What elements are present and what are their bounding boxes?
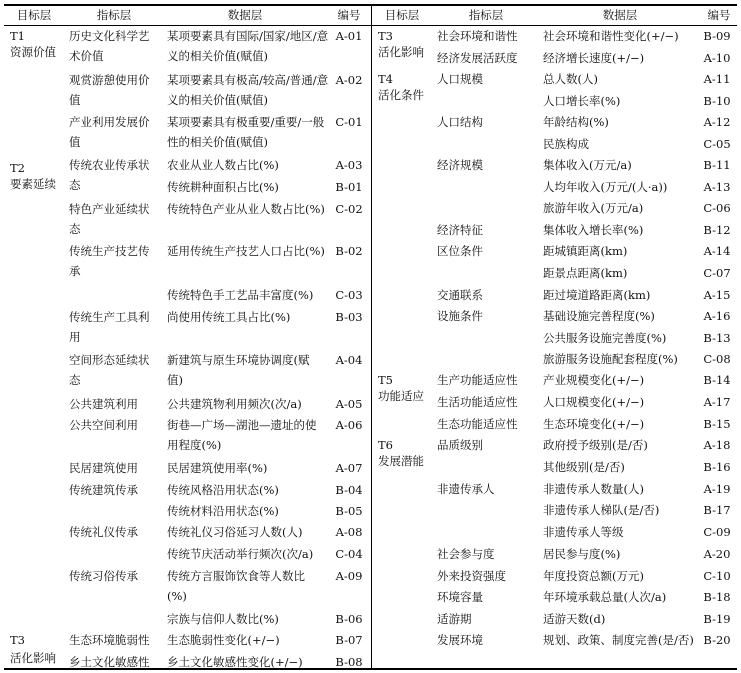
indicator: 区位条件	[437, 244, 483, 258]
indicator: 适游期	[437, 612, 472, 626]
goal-id: T4	[378, 72, 393, 86]
data-item: 基础设施完善程度(%)	[543, 309, 655, 323]
header-goal-right: 目标层	[384, 8, 420, 22]
code: B-15	[703, 417, 731, 431]
data-item: 政府授予级别(是/否)	[543, 438, 648, 452]
code: A-14	[703, 244, 731, 258]
code: A-10	[703, 51, 731, 65]
code: C-03	[335, 288, 363, 302]
data-item: 新建筑与原生环境协调度(赋值)	[167, 353, 310, 387]
goal-id: T1	[10, 29, 25, 43]
code: C-01	[335, 115, 363, 129]
data-item: 总人数(人)	[543, 72, 598, 86]
code: A-01	[335, 29, 363, 43]
data-item: 民居建筑使用率(%)	[167, 461, 268, 475]
indicator: 非遗传承人	[437, 482, 495, 496]
goal-name: 发展潜能	[378, 454, 424, 468]
code: C-09	[703, 525, 731, 539]
indicator: 传统礼仪传承	[69, 525, 138, 539]
code: C-02	[335, 202, 363, 216]
data-item: 传统耕种面积占比(%)	[167, 180, 279, 194]
indicator: 环境容量	[437, 590, 483, 604]
data-item: 公共服务设施完善度(%)	[543, 331, 667, 345]
indicator: 生产功能适应性	[437, 373, 518, 387]
goal-name: 功能适应	[378, 389, 424, 403]
indicator: 传统农业传承状态	[69, 158, 150, 192]
data-item: 传统特色产业从业人数占比(%)	[167, 202, 325, 216]
data-item: 传统方言服饰饮食等人数比(%)	[167, 569, 305, 603]
data-item: 距城镇距离(km)	[543, 244, 628, 258]
data-item: 街巷—广场—湖池—遗址的使用程度(%)	[167, 418, 317, 452]
data-item: 某项要素具有国际/国家/地区/意义的相关价值(赋值)	[167, 29, 329, 63]
data-item: 距景点距离(km)	[543, 266, 628, 280]
indicator: 特色产业延续状态	[69, 202, 150, 236]
code: B-02	[335, 244, 363, 258]
goal-id: T6	[378, 438, 393, 452]
goal-id: T2	[10, 161, 25, 175]
code: A-05	[335, 397, 363, 411]
code: C-06	[703, 201, 731, 215]
goal-name: 活化影响	[378, 45, 424, 59]
code: B-16	[703, 460, 731, 474]
code: B-01	[335, 180, 363, 194]
data-item: 延用传统生产技艺人口占比(%)	[167, 244, 325, 258]
indicator: 传统建筑传承	[69, 483, 138, 497]
data-item: 距过境道路距离(km)	[543, 288, 651, 302]
code: A-04	[335, 353, 363, 367]
goal-id: T5	[378, 373, 393, 387]
data-item: 乡土文化敏感性变化(+/−)	[167, 655, 303, 669]
goal-id: T3	[10, 633, 25, 647]
header-indicator-left: 指标层	[96, 8, 132, 22]
data-item: 传统节庆活动举行频次(次/a)	[167, 547, 314, 561]
data-item: 其他级别(是/否)	[543, 460, 625, 474]
goal-name: 活化条件	[378, 88, 424, 102]
indicator: 传统生产工具利用	[69, 310, 150, 344]
indicator: 生态功能适应性	[437, 417, 518, 431]
code: C-07	[703, 266, 731, 280]
indicator: 经济特征	[437, 223, 483, 237]
code: A-20	[703, 547, 731, 561]
indicator: 空间形态延续状态	[69, 353, 150, 387]
code: B-11	[703, 158, 731, 172]
data-item: 社会环境和谐性变化(+/−)	[543, 29, 679, 43]
data-item: 尚使用传统工具占比(%)	[167, 310, 291, 324]
data-item: 农业从业人数占比(%)	[167, 158, 279, 172]
indicator: 外来投资强度	[437, 569, 506, 583]
code: B-04	[335, 483, 363, 497]
code: B-12	[703, 223, 731, 237]
data-item: 公共建筑物利用频次(次/a)	[167, 397, 302, 411]
data-item: 适游天数(d)	[543, 612, 606, 626]
code: A-13	[703, 180, 731, 194]
indicator: 发展环境	[437, 633, 483, 647]
data-item: 经济增长速度(+/−)	[543, 51, 645, 65]
code: B-20	[703, 633, 731, 647]
goal-name: 活化影响	[10, 651, 56, 665]
indicator: 传统习俗传承	[69, 569, 138, 583]
code: B-08	[335, 655, 363, 669]
header-data-right: 数据层	[602, 8, 638, 22]
code: B-03	[335, 310, 363, 324]
data-item: 人口规模变化(+/−)	[543, 395, 645, 409]
indicator: 人口结构	[437, 115, 483, 129]
data-item: 传统特色手工艺品丰富度(%)	[167, 288, 314, 302]
indicator: 经济规模	[437, 158, 483, 172]
data-item: 非遗传承人数量(人)	[543, 482, 644, 496]
code: B-10	[703, 94, 731, 108]
header-data-left: 数据层	[227, 8, 263, 22]
code: B-13	[703, 331, 731, 345]
code: A-15	[703, 288, 731, 302]
indicator: 社会环境和谐性	[437, 29, 518, 43]
data-item: 人均年收入(万元/(人·a))	[543, 180, 668, 194]
data-item: 传统材料沿用状态(%)	[167, 504, 279, 518]
data-item: 旅游服务设施配套程度(%)	[543, 352, 678, 366]
indicator: 社会参与度	[437, 547, 495, 561]
data-item: 集体收入(万元/a)	[543, 158, 632, 172]
indicator: 品质级别	[437, 438, 483, 452]
code: C-10	[703, 569, 731, 583]
code: A-09	[335, 569, 363, 583]
data-item: 居民参与度(%)	[543, 547, 621, 561]
code: A-17	[703, 395, 731, 409]
data-item: 民族构成	[543, 137, 589, 151]
data-item: 旅游年收入(万元/a)	[543, 201, 644, 215]
code: B-06	[335, 612, 363, 626]
indicator: 乡土文化敏感性	[69, 655, 150, 669]
code: B-09	[703, 29, 731, 43]
indicator: 历史文化科学艺术价值	[69, 29, 150, 63]
code: A-02	[335, 73, 363, 87]
indicator: 公共空间利用	[69, 418, 138, 432]
data-item: 规划、政策、制度完善(是/否)	[543, 633, 694, 647]
code: B-14	[703, 373, 731, 387]
goal-name: 要素延续	[10, 177, 56, 191]
data-item: 传统风格沿用状态(%)	[167, 483, 279, 497]
code: C-08	[703, 352, 731, 366]
code: B-17	[703, 503, 731, 517]
data-item: 产业规模变化(+/−)	[543, 373, 645, 387]
code: A-07	[335, 461, 363, 475]
indicator: 生态环境脆弱性	[69, 633, 150, 647]
code: A-03	[335, 158, 363, 172]
indicator: 观赏游憩使用价值	[69, 73, 150, 107]
header-goal-left: 目标层	[16, 8, 52, 22]
indicator: 产业利用发展价值	[69, 115, 150, 149]
goal-id: T3	[378, 29, 393, 43]
data-item: 某项要素具有极高/较高/普通/意义的相关价值(赋值)	[167, 73, 329, 107]
header-indicator-right: 指标层	[468, 8, 504, 22]
indicator: 经济发展活跃度	[437, 51, 518, 65]
code: A-19	[703, 482, 731, 496]
data-item: 非遗传承人梯队(是/否)	[543, 503, 660, 517]
goal-name: 资源价值	[10, 45, 56, 59]
data-item: 人口增长率(%)	[543, 94, 621, 108]
code: A-18	[703, 438, 731, 452]
header-code-right: 编号	[707, 8, 731, 22]
indicator: 民居建筑使用	[69, 461, 138, 475]
data-item: 年度投资总额(万元)	[543, 569, 644, 583]
code: A-06	[335, 418, 363, 432]
data-item: 某项要素具有极重要/重要/一般性的相关价值(赋值)	[167, 115, 325, 149]
code: A-16	[703, 309, 731, 323]
code: B-18	[703, 590, 731, 604]
code: B-05	[335, 504, 363, 518]
data-item: 非遗传承人等级	[543, 525, 624, 539]
data-item: 年环境承载总量(人次/a)	[543, 590, 667, 604]
data-item: 集体收入增长率(%)	[543, 223, 644, 237]
indicator: 交通联系	[437, 288, 483, 302]
data-item: 传统礼仪习俗延习人数(人)	[167, 525, 303, 539]
data-item: 宗族与信仰人数比(%)	[167, 612, 279, 626]
indicator: 人口规模	[437, 72, 483, 86]
indicator: 公共建筑利用	[69, 397, 138, 411]
code: C-05	[703, 137, 731, 151]
code: A-08	[335, 525, 363, 539]
indicator: 生活功能适应性	[437, 395, 518, 409]
indicator: 传统生产技艺传承	[69, 244, 150, 278]
data-item: 生态环境变化(+/−)	[543, 417, 645, 431]
code: C-04	[335, 547, 363, 561]
code: B-19	[703, 612, 731, 626]
code: A-11	[703, 72, 731, 86]
code: B-07	[335, 633, 363, 647]
data-item: 生态脆弱性变化(+/−)	[167, 633, 280, 647]
data-item: 年龄结构(%)	[543, 115, 609, 129]
header-code-left: 编号	[337, 8, 361, 22]
indicator: 设施条件	[437, 309, 483, 323]
code: A-12	[703, 115, 731, 129]
